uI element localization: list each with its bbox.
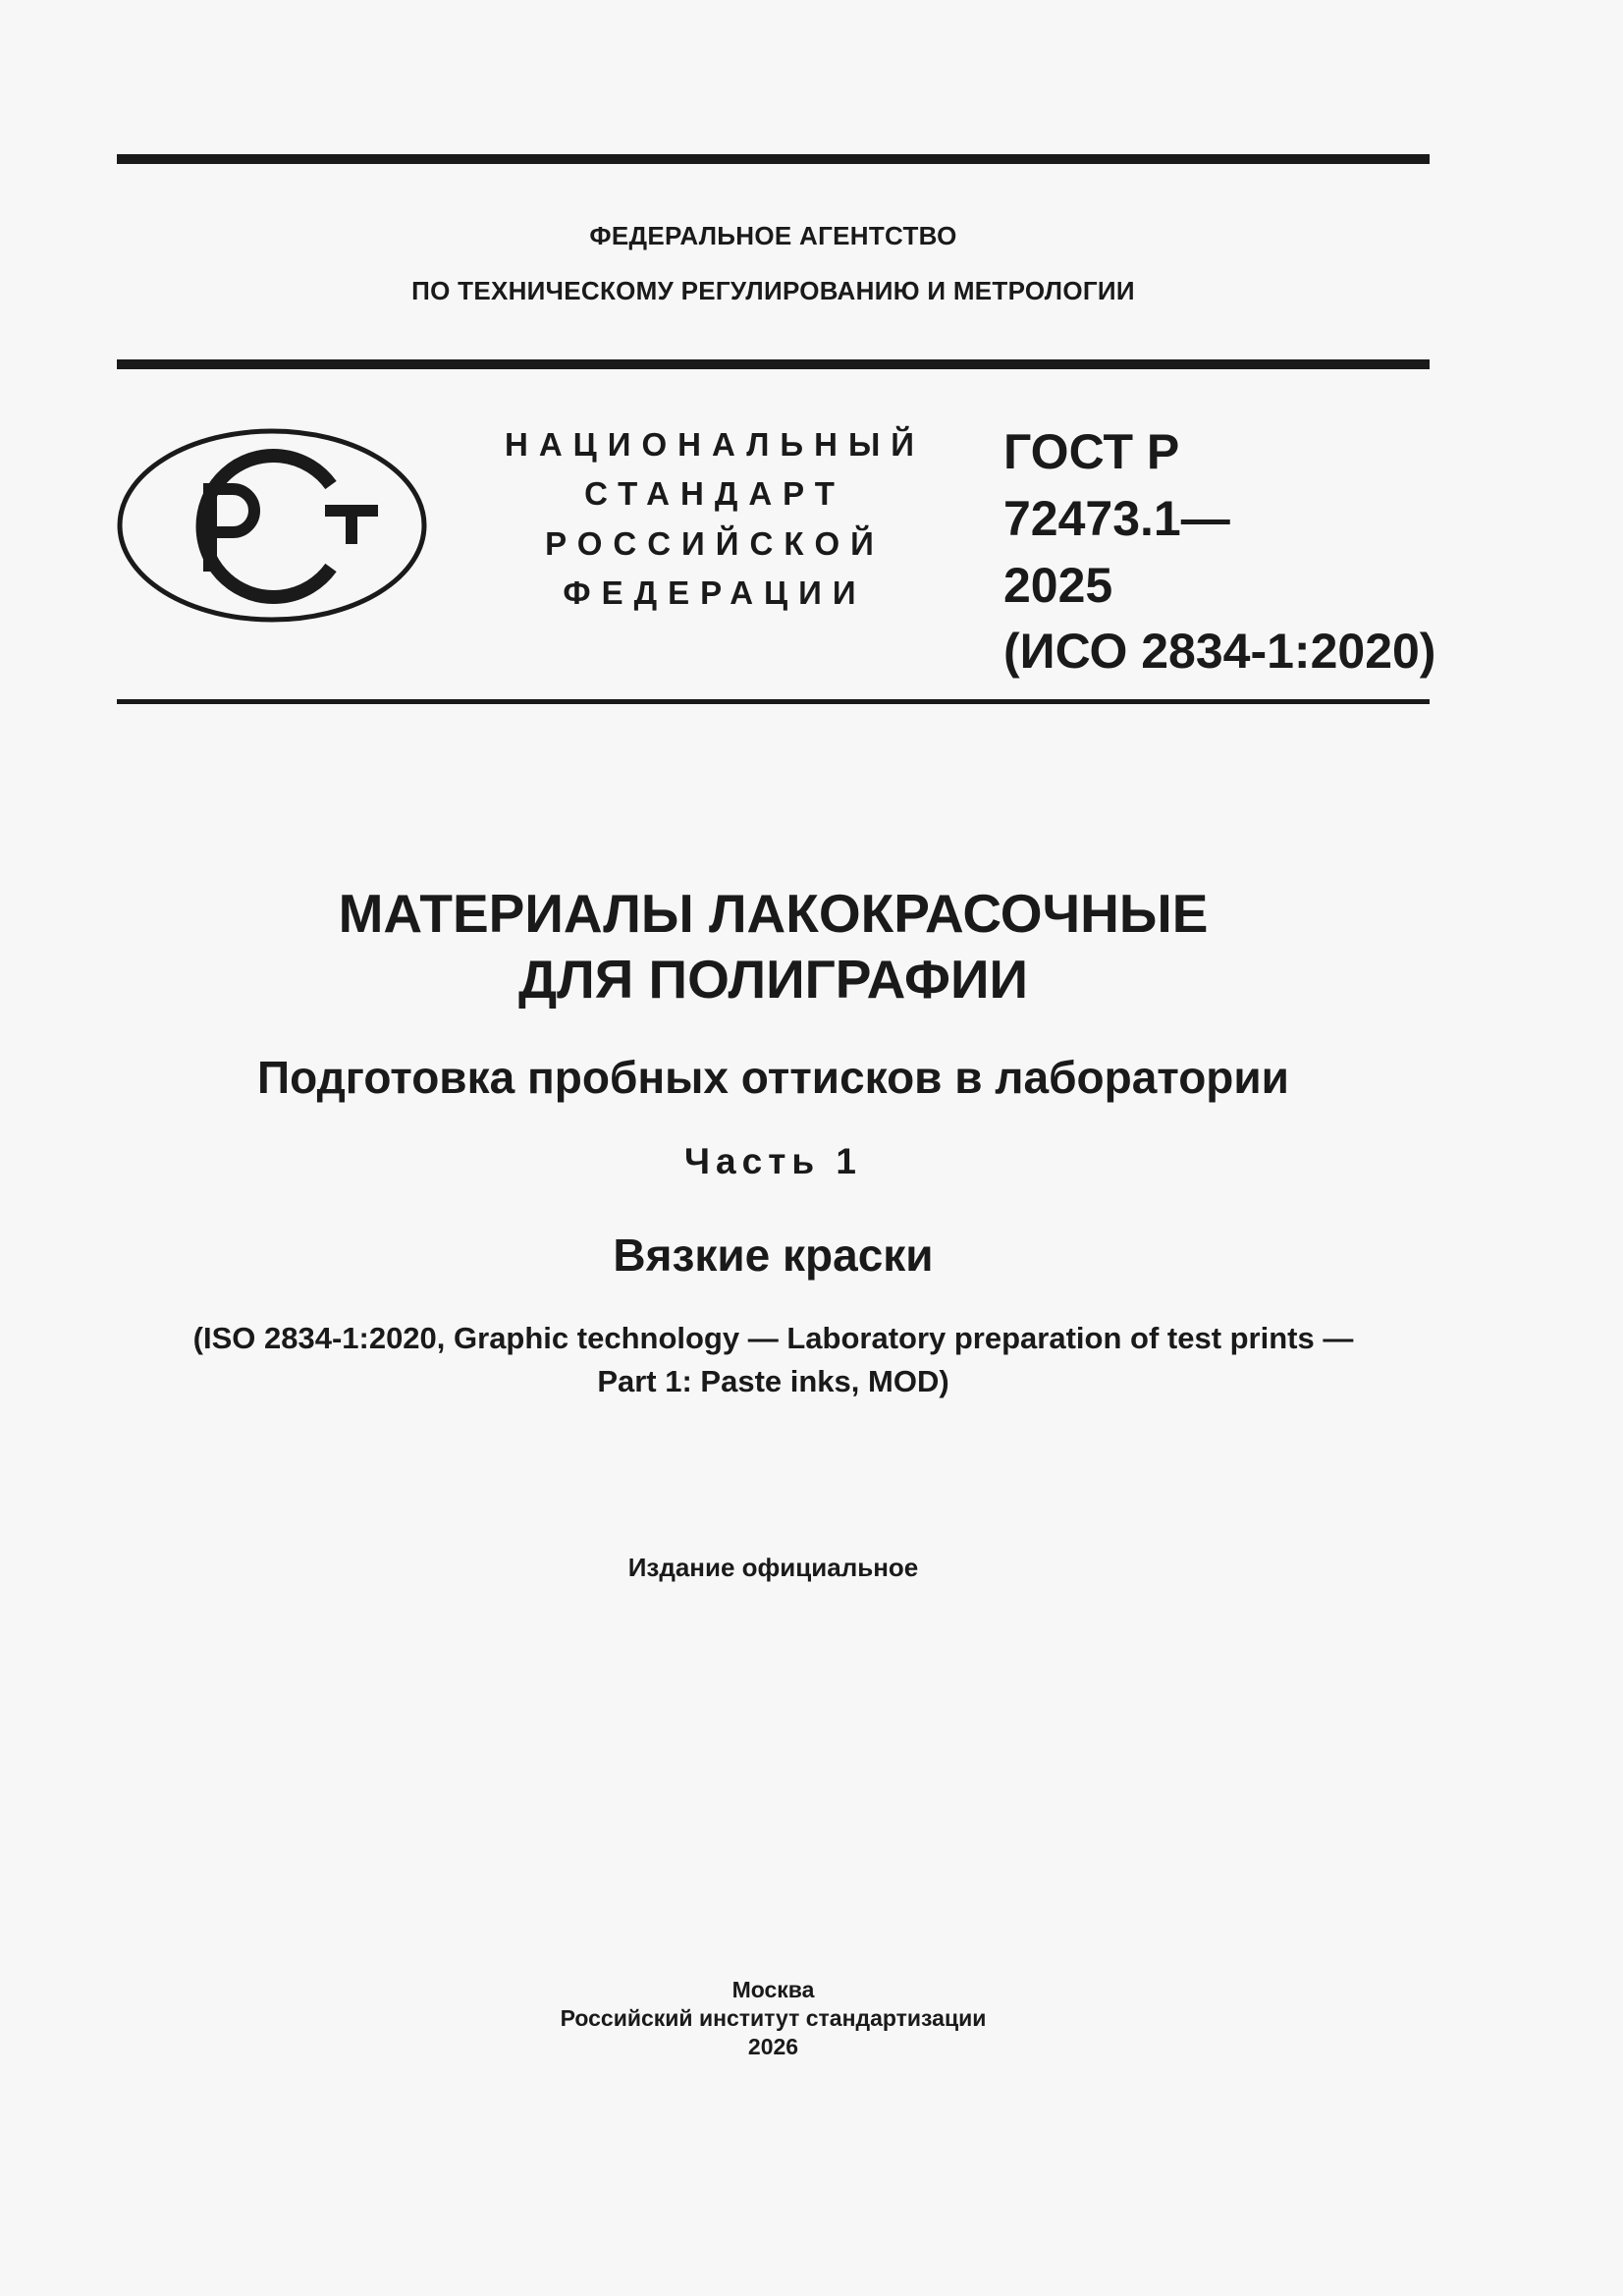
bottom-rule	[117, 699, 1430, 704]
top-rule	[117, 154, 1430, 164]
standard-designation-line: 72473.1—	[1003, 491, 1230, 546]
standard-designation-line: ГОСТ Р	[1003, 424, 1180, 479]
international-reference-line2: Part 1: Paste inks, MOD)	[597, 1364, 949, 1398]
rst-logo-icon	[117, 428, 427, 623]
national-standard-line: РОССИЙСКОЙ	[545, 525, 885, 562]
agency-name-line2: ПО ТЕХНИЧЕСКОМУ РЕГУЛИРОВАНИЮ И МЕТРОЛОГИИ	[411, 276, 1135, 305]
middle-rule	[117, 359, 1430, 369]
agency-name-line1: ФЕДЕРАЛЬНОЕ АГЕНТСТВО	[589, 221, 957, 250]
national-standard-line: ФЕДЕРАЦИИ	[563, 574, 867, 611]
edition-label: Издание официальное	[627, 1553, 919, 1582]
national-standard-line: НАЦИОНАЛЬНЫЙ	[505, 426, 925, 463]
document-title-line1: МАТЕРИАЛЫ ЛАКОКРАСОЧНЫЕ	[338, 883, 1209, 944]
part-title: Вязкие краски	[613, 1230, 934, 1281]
part-number: Часть 1	[684, 1141, 862, 1181]
standard-designation-line: (ИСО 2834-1:2020)	[1003, 624, 1436, 679]
document-subtitle: Подготовка пробных оттисков в лаборатории	[257, 1052, 1289, 1103]
document-title-line2: ДЛЯ ПОЛИГРАФИИ	[517, 949, 1029, 1010]
imprint-year: 2026	[747, 2034, 799, 2059]
imprint-city: Москва	[731, 1977, 815, 2002]
standard-designation-line: 2025	[1003, 558, 1113, 613]
national-standard-line: СТАНДАРТ	[584, 475, 845, 512]
imprint-publisher: Российский институт стандартизации	[560, 2005, 987, 2031]
international-reference-line1: (ISO 2834-1:2020, Graphic technology — Laboratory preparation of test prints —	[192, 1321, 1354, 1355]
